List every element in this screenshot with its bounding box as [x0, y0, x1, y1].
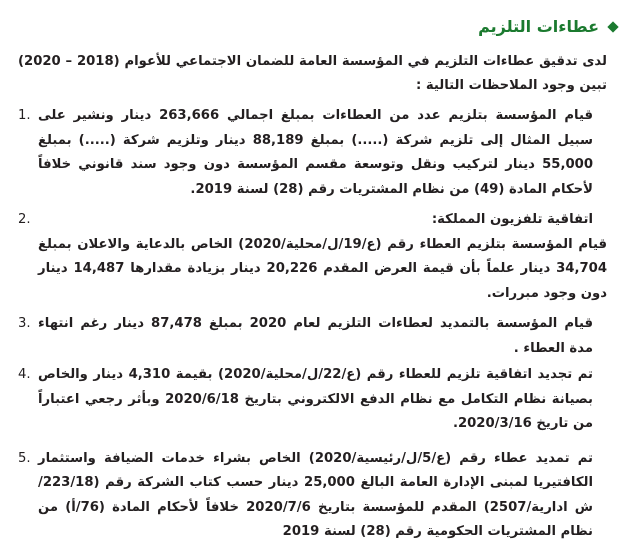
section-heading: [18, 12, 619, 42]
item-title: اتفاقية تلفزيون المملكة:: [431, 212, 593, 227]
item-text: قيام المؤسسة بالتمديد لعطاءات التلزيم لعام 2020 بمبلغ 87,478 دينار رغم انتهاء مدة العطاء .: [38, 316, 594, 356]
intro-paragraph: لدى تدقيق عطاءات التلزيم في المؤسسة العامة للضمان الاجتماعي للأعوام (2018 – 2020) تبين وجود الملاحظات التالية :: [18, 54, 608, 93]
list-item: [18, 447, 619, 545]
item-number: 1.: [18, 108, 31, 123]
findings-list: [18, 104, 619, 545]
list-item-continuation: [18, 233, 619, 307]
item-text: تم تمديد عطاء رقم (ع/5/ل/رئيسية/2020) الخاص بشراء خدمات الضيافة واستثمار الكافتيريا لمبنى الإدارة العامة البالغ 25,000 دينار حسب كتاب الشركة رقم (223/18/ش ادارية/2507) المقدم للمؤسسة بتاريخ 2020/7/6 خلافاً لأحكام المادة (76/أ) من نظام المشتريات الحكومية رقم (28) لسنة 2019: [38, 450, 593, 539]
diamond-bullet-icon: [607, 21, 618, 32]
list-item: [18, 208, 619, 233]
item-number: 4.: [18, 367, 31, 382]
item-number: 5.: [18, 450, 31, 466]
section-title: عطاءات التلزيم: [478, 17, 599, 36]
item-text: تم تجديد اتفاقية تلزيم للعطاء رقم (ع/22/ل/محلية/2020) بقيمة 4,310 دينار والخاص بصيانة نظام التكامل مع نظام الدفع الالكتروني بتاريخ 2020/6/18 وبأثر رجعي اعتباراً من تاريخ 2020/3/16.: [38, 367, 594, 431]
item-text: قيام المؤسسة بتلزيم العطاء رقم (ع/19/ل/محلية/2020) الخاص بالدعاية والاعلان بمبلغ 34,704 دينار علماً بأن قيمة العرض المقدم 20,226 دينار بزيادة مقدارها 14,487 دينار دون وجود مبررات.: [38, 236, 607, 301]
list-item: [18, 104, 619, 202]
item-number: 3.: [18, 316, 31, 331]
item-text: قيام المؤسسة بتلزيم عدد من العطاءات بمبلغ اجمالي 263,666 دينار ونشير على سبيل المثال إلى تلزيم شركة (.....) بمبلغ 88,189 دينار وتلزيم شركة (.....) بمبلغ 55,000 دينار لتركيب ونقل وتوسعة مقسم المؤسسة دون وجود سند قانوني خلافاً لأحكام المادة (49) من نظام المشتريات رقم (28) لسنة 2019.: [38, 108, 594, 197]
list-item: [18, 363, 619, 437]
list-item: [18, 312, 619, 361]
item-number: 2.: [18, 212, 31, 227]
